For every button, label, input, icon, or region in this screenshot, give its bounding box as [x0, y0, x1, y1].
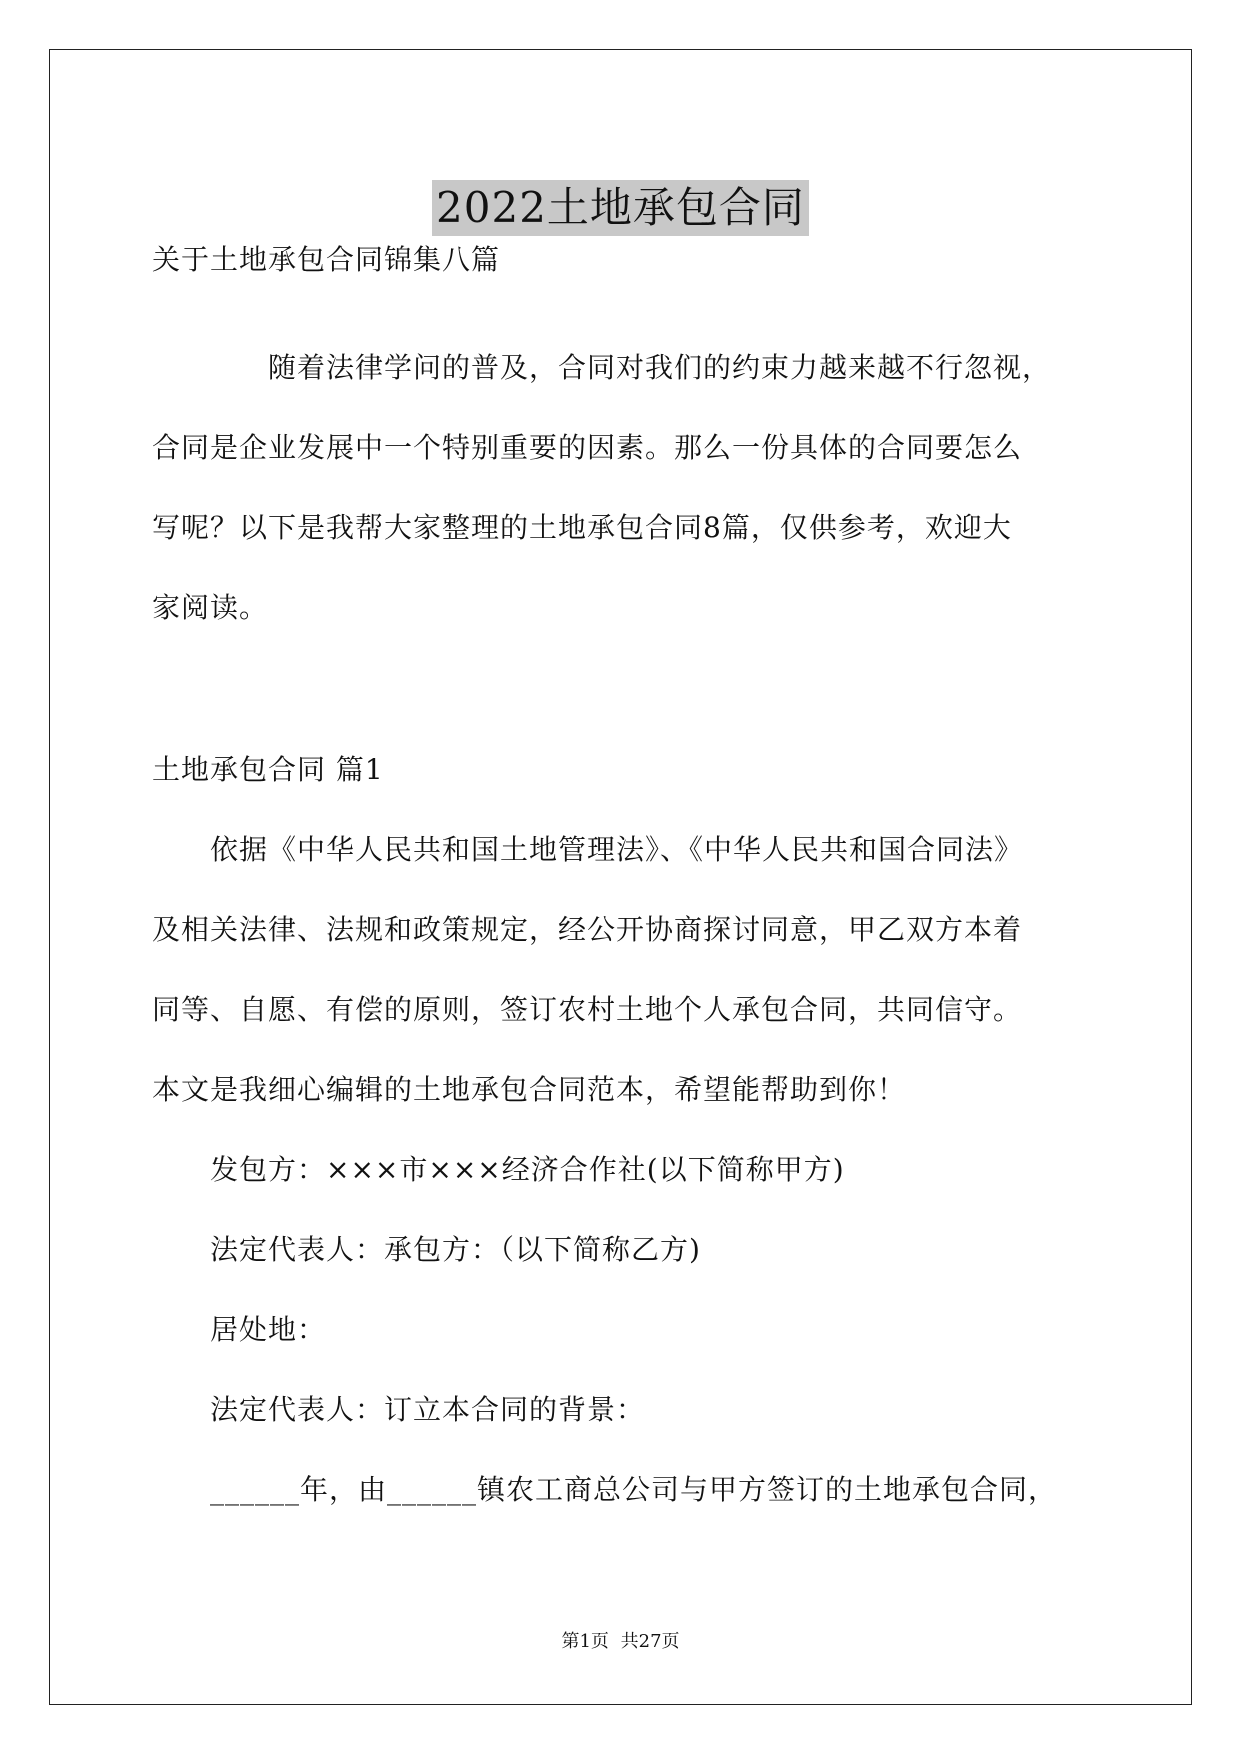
paragraph-line: 写呢？以下是我帮大家整理的土地承包合同8篇，仅供参考，欢迎大 — [152, 511, 1012, 544]
paragraph-line: 依据《中华人民共和国土地管理法》、《中华人民共和国合同法》 — [152, 833, 1024, 866]
page-total: 共27页 — [620, 1631, 680, 1652]
page-footer — [0, 1630, 1241, 1654]
paragraph-line: 法定代表人：承包方：（以下简称乙方) — [152, 1233, 701, 1266]
paragraph-line: ______年，由______镇农工商总公司与甲方签订的土地承包合同， — [152, 1473, 1058, 1506]
paragraph-line: 随着法律学问的普及，合同对我们的约束力越来越不行忽视， — [152, 351, 1052, 384]
page-number: 第1页 — [561, 1631, 609, 1652]
document-title: 2022土地承包合同 — [432, 180, 809, 236]
paragraph-line: 居处地： — [152, 1313, 327, 1346]
paragraph-line: 合同是企业发展中一个特别重要的因素。那么一份具体的合同要怎么 — [152, 431, 1023, 464]
paragraph-line: 发包方：×××市×××经济合作社(以下简称甲方) — [152, 1153, 845, 1186]
paragraph-line: 本文是我细心编辑的土地承包合同范本，希望能帮助到你！ — [152, 1073, 907, 1106]
section-heading: 土地承包合同 篇1 — [152, 753, 384, 786]
paragraph-line: 及相关法律、法规和政策规定，经公开协商探讨同意，甲乙双方本着 — [152, 913, 1023, 946]
paragraph-line: 同等、自愿、有偿的原则，签订农村土地个人承包合同，共同信守。 — [152, 993, 1023, 1026]
intro-heading: 关于土地承包合同锦集八篇 — [152, 243, 501, 276]
page-border — [49, 49, 1192, 1705]
paragraph-line: 法定代表人：订立本合同的背景： — [152, 1393, 646, 1426]
paragraph-line: 家阅读。 — [152, 591, 269, 624]
